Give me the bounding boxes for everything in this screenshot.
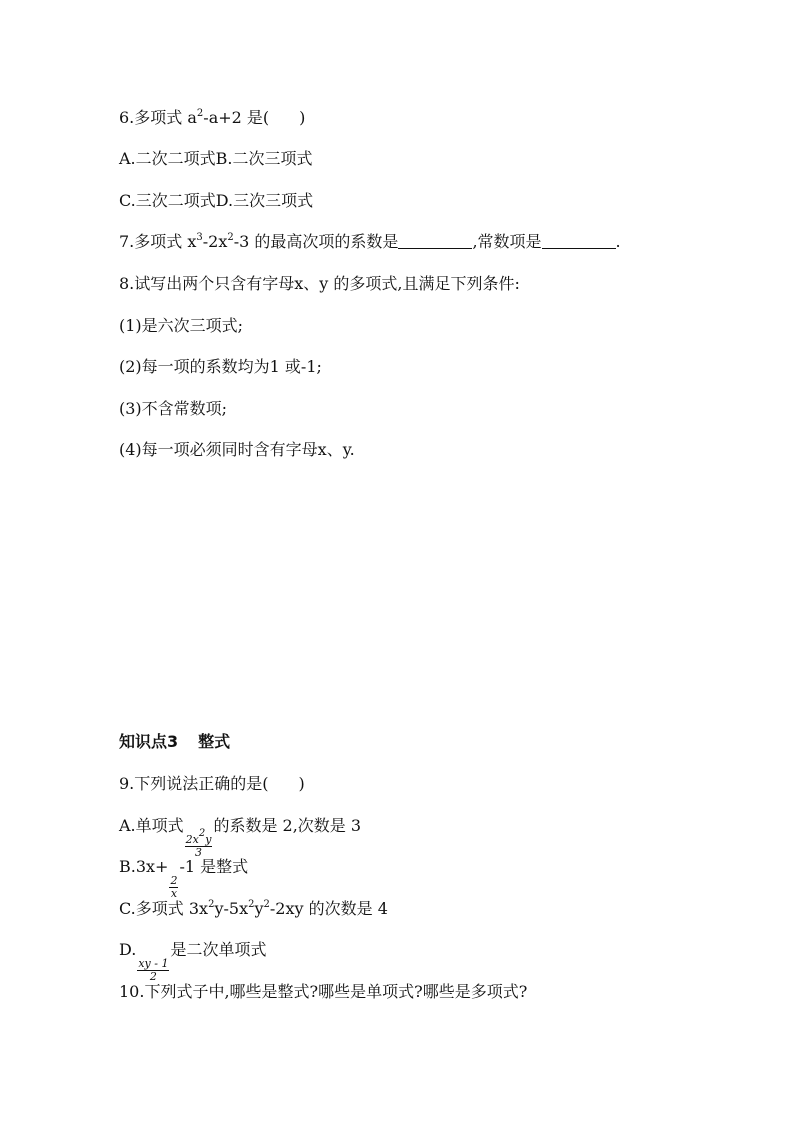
option-b-prefix: B.3x+ [119, 857, 169, 876]
frac-num-exp: 2 [198, 828, 206, 839]
question-6-options-cd: C.三次二项式D.三次三项式 [119, 191, 314, 210]
option-c-part-2: y-5x [214, 899, 249, 918]
frac-num-d: xy - 1 [138, 957, 169, 970]
q6-stem-suffix: -a+2 是( [203, 108, 270, 127]
frac-num-a2: y [205, 833, 212, 846]
q7-part-3: -3 的最高次项的系数是 [233, 232, 399, 251]
option-d-suffix: 是二次单项式 [170, 940, 267, 959]
q6-stem-prefix: 6.多项式 a [119, 108, 197, 127]
frac-num-a1: 2x [185, 833, 199, 846]
answer-blank-coefficient[interactable] [398, 234, 472, 249]
q7-exp-2: 2 [227, 232, 234, 243]
option-a-prefix: A.单项式 [119, 816, 184, 835]
question-9-option-c [119, 899, 388, 919]
option-c-exp-2: 2 [248, 899, 255, 910]
q6-close-paren: ) [299, 108, 306, 127]
option-c-exp-1: 2 [208, 899, 215, 910]
frac-num-b: 2 [170, 874, 178, 887]
option-c-part-1: C.多项式 3x [119, 899, 209, 918]
question-8-condition-1: (1)是六次三项式; [119, 316, 244, 335]
question-9-option-a [119, 816, 361, 859]
question-8-condition-4: (4)每一项必须同时含有字母x、y. [119, 440, 355, 459]
question-10-stem: 10.下列式子中,哪些是整式?哪些是单项式?哪些是多项式? [119, 982, 528, 1001]
question-8-condition-2: (2)每一项的系数均为1 或-1; [119, 357, 322, 376]
option-c-exp-3: 2 [263, 899, 270, 910]
option-b-suffix: -1 是整式 [179, 857, 249, 876]
question-7 [119, 232, 621, 252]
option-a-suffix: 的系数是 2,次数是 3 [213, 816, 362, 835]
answer-blank-constant[interactable] [542, 234, 616, 249]
question-9-option-b [119, 857, 248, 900]
option-a-fraction [185, 828, 213, 859]
q7-part-2: -2x [202, 232, 228, 251]
frac-den-b: x [170, 887, 178, 900]
question-9-option-d [119, 940, 267, 983]
question-6-stem [119, 108, 305, 128]
question-8-condition-3: (3)不含常数项; [119, 399, 228, 418]
option-c-part-4: -2xy 的次数是 4 [269, 899, 388, 918]
q9-close-paren: ) [298, 774, 305, 793]
question-6-options-ab: A.二次二项式B.二次三项式 [119, 149, 313, 168]
question-8-stem: 8.试写出两个只含有字母x、y 的多项式,且满足下列条件: [119, 274, 520, 293]
q7-part-1: 7.多项式 x [119, 232, 197, 251]
option-b-fraction [169, 875, 178, 900]
q9-stem-prefix: 9.下列说法正确的是( [119, 774, 269, 793]
section-heading [119, 732, 230, 752]
option-d-prefix: D. [119, 940, 137, 959]
q6-exponent: 2 [196, 108, 204, 119]
option-d-fraction [137, 958, 169, 983]
frac-den-d: 2 [149, 970, 157, 983]
q7-part-4: ,常数项是 [472, 232, 542, 251]
frac-den-a: 3 [195, 846, 203, 859]
q7-exp-1: 3 [196, 232, 203, 243]
q7-end: . [615, 232, 621, 251]
section-title: 整式 [198, 732, 231, 751]
question-9-stem [119, 774, 305, 794]
option-c-part-3: y [254, 899, 264, 918]
section-label: 知识点3 [119, 732, 179, 751]
